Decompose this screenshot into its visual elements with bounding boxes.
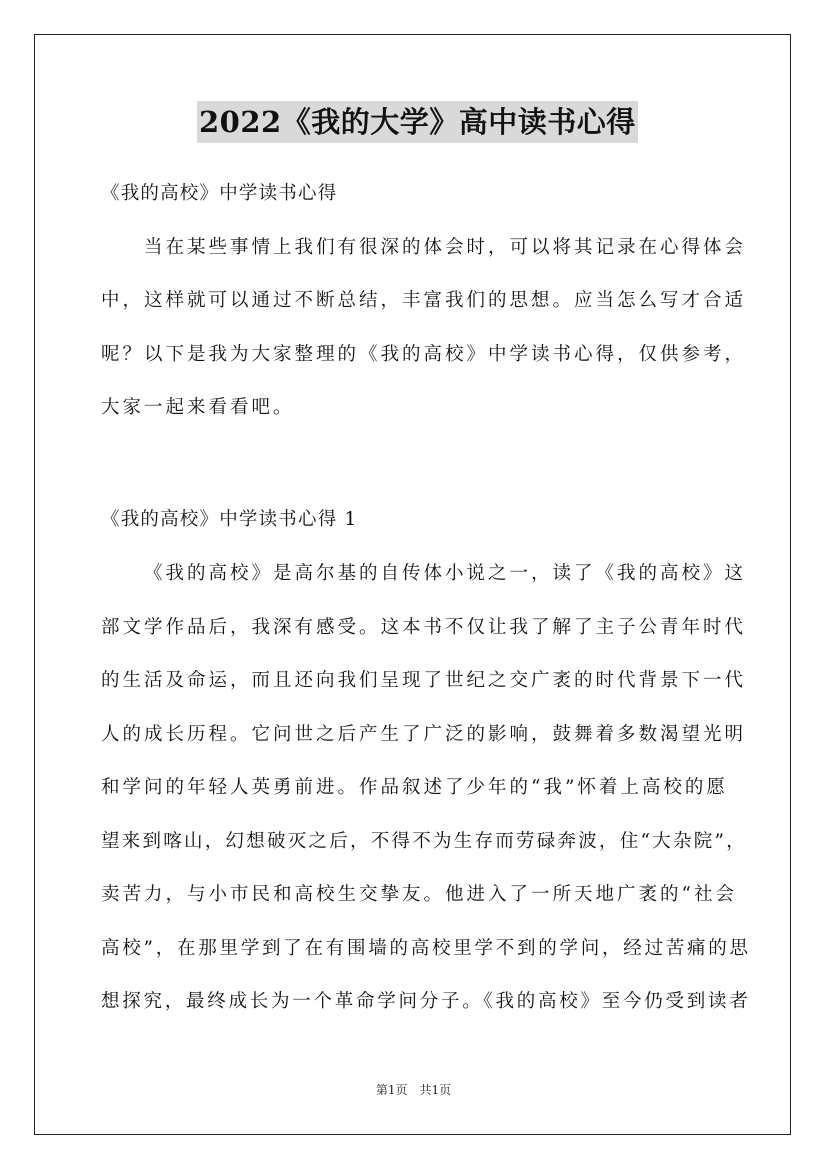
intro-heading: 《我的高校》中学读书心得 [101,183,338,204]
document-title: 2022《我的大学》高中读书心得 [197,101,638,143]
section1-line: 卖苦力，与小市民和高校生交挚友。他进入了一所天地广袤的“社会 [101,884,737,905]
page-number-footer: 第1页 共1页 [375,1083,452,1097]
intro-line: 中，这样就可以通过不断总结，丰富我们的思想。应当怎么写才合适 [101,290,747,311]
section1-line: 部文学作品后，我深有感受。这本书不仅让我了解了主子公青年时代 [101,617,747,638]
intro-line: 大家一起来看看吧。 [101,397,295,418]
intro-line: 当在某些事情上我们有很深的体会时，可以将其记录在心得体会 [144,237,747,258]
section1-line: 的生活及命运，而且还向我们呈现了世纪之交广袤的时代背景下一代 [101,670,747,691]
section1-heading: 《我的高校》中学读书心得 1 [101,509,358,530]
section1-line: 高校”，在那里学到了在有围墙的高校里学不到的学问，经过苦痛的思 [101,938,751,959]
intro-line: 呢？以下是我为大家整理的《我的高校》中学读书心得，仅供参考， [101,344,747,365]
section1-line: 想探究，最终成长为一个革命学问分子。《我的高校》至今仍受到读者 [101,991,751,1012]
section1-line: 人的成长历程。它问世之后产生了广泛的影响，鼓舞着多数渴望光明 [101,724,747,745]
section1-line: 《我的高校》是高尔基的自传体小说之一，读了《我的高校》这 [144,563,747,584]
section1-line: 和学问的年轻人英勇前进。作品叙述了少年的“我”怀着上高校的愿 [101,777,728,798]
section1-line: 望来到喀山，幻想破灭之后，不得不为生存而劳碌奔波，住“大杂院”， [101,831,747,852]
